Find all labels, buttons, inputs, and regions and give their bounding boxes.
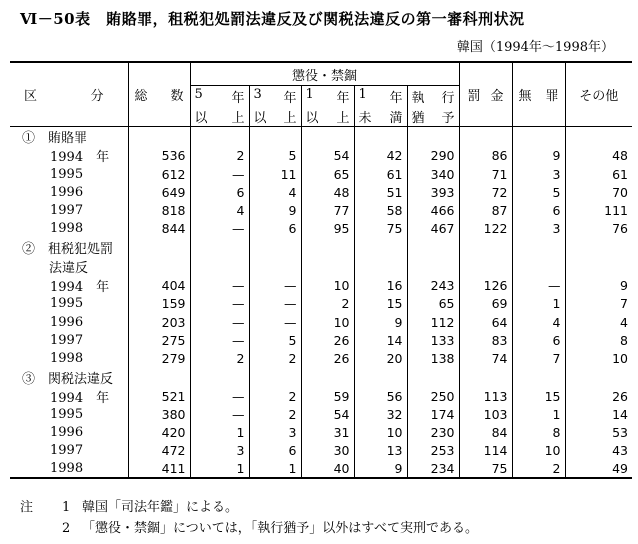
table-cell: 411: [128, 460, 190, 478]
header-5yr-plus-top: 5 年: [190, 86, 249, 107]
table-cell: 9: [354, 313, 407, 331]
table-row: [10, 165, 632, 183]
table-row: [10, 201, 632, 219]
header-total: 総 数: [128, 62, 190, 127]
section-label: ① 賄賂罪: [22, 131, 88, 146]
year-label: 1994 年: [50, 390, 110, 406]
table-cell: 234: [407, 460, 459, 478]
year-label: 1995: [50, 296, 84, 312]
table-cell: 472: [128, 442, 190, 460]
table-cell: 3: [512, 165, 565, 183]
sentencing-table: [10, 61, 632, 479]
table-cell: 340: [407, 165, 459, 183]
table-cell: 58: [354, 201, 407, 219]
table-row: [10, 442, 632, 460]
table-cell: 59: [301, 387, 354, 406]
table-row: [10, 460, 632, 478]
table-cell: 30: [301, 442, 354, 460]
table-cell: 1: [190, 424, 249, 442]
table-cell: 5: [249, 331, 301, 349]
header-1yr-plus-top: 1 年: [301, 86, 354, 107]
table-cell: 1: [190, 460, 249, 478]
table-cell: 10: [301, 313, 354, 331]
table-row: [10, 406, 632, 424]
table-cell: 9: [512, 146, 565, 165]
header-suspended-bottom: 猶 予: [407, 106, 459, 127]
table-cell: —: [190, 331, 249, 349]
table-cell: 2: [190, 349, 249, 367]
table-cell: 5: [249, 146, 301, 165]
table-cell: 10: [354, 424, 407, 442]
footnote: 注 1 韓国「司法年鑑」による。: [20, 500, 239, 515]
table-cell: 26: [301, 349, 354, 367]
section-header-row: [10, 257, 632, 276]
table-cell: —: [249, 313, 301, 331]
header-category: 区 分: [10, 62, 128, 127]
table-cell: 76: [565, 220, 632, 238]
table-cell: —: [190, 406, 249, 424]
table-cell: 112: [407, 313, 459, 331]
table-cell: 122: [459, 220, 512, 238]
table-cell: 844: [128, 220, 190, 238]
table-cell: 53: [565, 424, 632, 442]
table-cell: 612: [128, 165, 190, 183]
section-label: ② 租税犯処罰: [22, 241, 114, 257]
table-cell: 10: [512, 442, 565, 460]
header-3yr-plus-bottom: 以 上: [249, 106, 301, 127]
section-label-cont: 法違反: [49, 260, 89, 276]
table-cell: 65: [301, 165, 354, 183]
year-label: 1995: [50, 407, 84, 423]
table-title: Ⅵ－50表 賄賂罪，租税犯処罰法違反及び関税法違反の第一審科刑状況: [20, 10, 525, 28]
table-row: [10, 183, 632, 201]
table-cell: 15: [354, 295, 407, 313]
section-label: ③ 関税法違反: [22, 371, 114, 387]
table-cell: 70: [565, 183, 632, 201]
table-cell: 54: [301, 406, 354, 424]
table-row: [10, 220, 632, 238]
table-cell: 159: [128, 295, 190, 313]
year-label: 1996: [50, 314, 84, 330]
table-cell: 31: [301, 424, 354, 442]
table-cell: —: [249, 276, 301, 295]
table-cell: —: [190, 387, 249, 406]
table-subtitle: 韓国（1994年～1998年）: [456, 40, 614, 55]
section-header-row: [10, 127, 632, 147]
year-label: 1996: [50, 425, 84, 441]
table-cell: 2: [249, 406, 301, 424]
table-cell: 7: [512, 349, 565, 367]
table-cell: 2: [249, 349, 301, 367]
table-cell: 61: [565, 165, 632, 183]
table-cell: 2: [301, 295, 354, 313]
year-label: 1998: [50, 350, 84, 366]
table-cell: 6: [249, 220, 301, 238]
table-cell: 3: [249, 424, 301, 442]
table-cell: 393: [407, 183, 459, 201]
table-cell: 84: [459, 424, 512, 442]
table-cell: 4: [249, 183, 301, 201]
table-cell: 48: [301, 183, 354, 201]
table-cell: 649: [128, 183, 190, 201]
table-cell: 20: [354, 349, 407, 367]
table-cell: —: [190, 313, 249, 331]
table-cell: —: [190, 220, 249, 238]
year-label: 1994 年: [50, 279, 110, 295]
table-cell: 56: [354, 387, 407, 406]
table-cell: 11: [249, 165, 301, 183]
table-cell: 243: [407, 276, 459, 295]
table-cell: 87: [459, 201, 512, 219]
header-group-imprisonment: 懲役・禁錮: [190, 62, 459, 86]
table-cell: —: [190, 165, 249, 183]
table-cell: 4: [565, 313, 632, 331]
table-cell: 72: [459, 183, 512, 201]
table-cell: 10: [565, 349, 632, 367]
table-cell: 466: [407, 201, 459, 219]
header-3yr-plus-top: 3 年: [249, 86, 301, 107]
table-cell: 6: [512, 201, 565, 219]
table-row: [10, 424, 632, 442]
table-cell: 83: [459, 331, 512, 349]
table-cell: 69: [459, 295, 512, 313]
table-cell: 6: [512, 331, 565, 349]
year-label: 1997: [50, 202, 84, 218]
section-header-row: [10, 238, 632, 257]
table-cell: 1: [512, 406, 565, 424]
table-cell: 77: [301, 201, 354, 219]
table-cell: 250: [407, 387, 459, 406]
table-cell: 2: [190, 146, 249, 165]
table-cell: 26: [565, 387, 632, 406]
header-under-1yr-top: 1 年: [354, 86, 407, 107]
table-cell: 9: [354, 460, 407, 478]
table-cell: 203: [128, 313, 190, 331]
table-cell: 103: [459, 406, 512, 424]
table-cell: 75: [354, 220, 407, 238]
table-cell: 51: [354, 183, 407, 201]
table-cell: 65: [407, 295, 459, 313]
footnote: 2 「懲役・禁錮」については，「執行猶予」以外はすべて実刑である。: [62, 521, 478, 536]
year-label: 1995: [50, 166, 84, 182]
header-fine: 罰 金: [459, 62, 512, 127]
table-cell: 111: [565, 201, 632, 219]
table-cell: 14: [565, 406, 632, 424]
section-header-row: [10, 368, 632, 387]
table-row: [10, 313, 632, 331]
table-cell: 138: [407, 349, 459, 367]
table-cell: 818: [128, 201, 190, 219]
table-row: [10, 349, 632, 367]
table-row: [10, 331, 632, 349]
year-label: 1997: [50, 443, 84, 459]
table-cell: 71: [459, 165, 512, 183]
table-cell: 536: [128, 146, 190, 165]
table-cell: 275: [128, 331, 190, 349]
table-cell: 9: [565, 276, 632, 295]
table-row: [10, 295, 632, 313]
table-cell: 3: [512, 220, 565, 238]
table-cell: 75: [459, 460, 512, 478]
table-cell: 467: [407, 220, 459, 238]
table-cell: 126: [459, 276, 512, 295]
header-other: その他: [565, 62, 632, 127]
table-cell: 1: [512, 295, 565, 313]
footnotes: [20, 497, 478, 539]
table-cell: 6: [190, 183, 249, 201]
table-cell: 253: [407, 442, 459, 460]
table-cell: 133: [407, 331, 459, 349]
table-cell: 113: [459, 387, 512, 406]
table-cell: —: [190, 295, 249, 313]
header-under-1yr-bottom: 未 満: [354, 106, 407, 127]
table-cell: 404: [128, 276, 190, 295]
table-cell: 2: [249, 387, 301, 406]
table-cell: 1: [249, 460, 301, 478]
table-cell: 13: [354, 442, 407, 460]
table-cell: 8: [565, 331, 632, 349]
table-cell: 26: [301, 331, 354, 349]
table-body: [10, 127, 632, 479]
table-cell: 74: [459, 349, 512, 367]
year-label: 1994 年: [50, 150, 110, 165]
table-cell: 40: [301, 460, 354, 478]
header-5yr-plus-bottom: 以 上: [190, 106, 249, 127]
header-1yr-plus-bottom: 以 上: [301, 106, 354, 127]
table-cell: 54: [301, 146, 354, 165]
table-cell: —: [512, 276, 565, 295]
table-cell: 290: [407, 146, 459, 165]
table-cell: —: [190, 276, 249, 295]
header-suspended-top: 執 行: [407, 86, 459, 107]
table-cell: 380: [128, 406, 190, 424]
table-cell: 521: [128, 387, 190, 406]
table-row: [10, 276, 632, 295]
table-cell: 9: [249, 201, 301, 219]
table-cell: 10: [301, 276, 354, 295]
table-cell: 174: [407, 406, 459, 424]
table-cell: —: [249, 295, 301, 313]
year-label: 1998: [10, 460, 128, 478]
table-cell: 16: [354, 276, 407, 295]
table-cell: 48: [565, 146, 632, 165]
table-cell: 4: [512, 313, 565, 331]
header-acquittal: 無 罪: [512, 62, 565, 127]
table-cell: 86: [459, 146, 512, 165]
table-cell: 95: [301, 220, 354, 238]
table-row: [10, 387, 632, 406]
table-cell: 15: [512, 387, 565, 406]
table-cell: 61: [354, 165, 407, 183]
table-cell: 5: [512, 183, 565, 201]
year-label: 1998: [50, 221, 84, 237]
year-label: 1997: [50, 332, 84, 348]
year-label: 1996: [50, 184, 84, 200]
table-cell: 420: [128, 424, 190, 442]
table-cell: 2: [512, 460, 565, 478]
table-cell: 43: [565, 442, 632, 460]
table-cell: 64: [459, 313, 512, 331]
table-cell: 4: [190, 201, 249, 219]
table-cell: 14: [354, 331, 407, 349]
table-cell: 3: [190, 442, 249, 460]
table-cell: 6: [249, 442, 301, 460]
table-cell: 230: [407, 424, 459, 442]
table-cell: 8: [512, 424, 565, 442]
table-cell: 114: [459, 442, 512, 460]
table-cell: 42: [354, 146, 407, 165]
table-cell: 49: [565, 460, 632, 478]
table-cell: 279: [128, 349, 190, 367]
table-row: [10, 146, 632, 165]
table-cell: 32: [354, 406, 407, 424]
table-cell: 7: [565, 295, 632, 313]
